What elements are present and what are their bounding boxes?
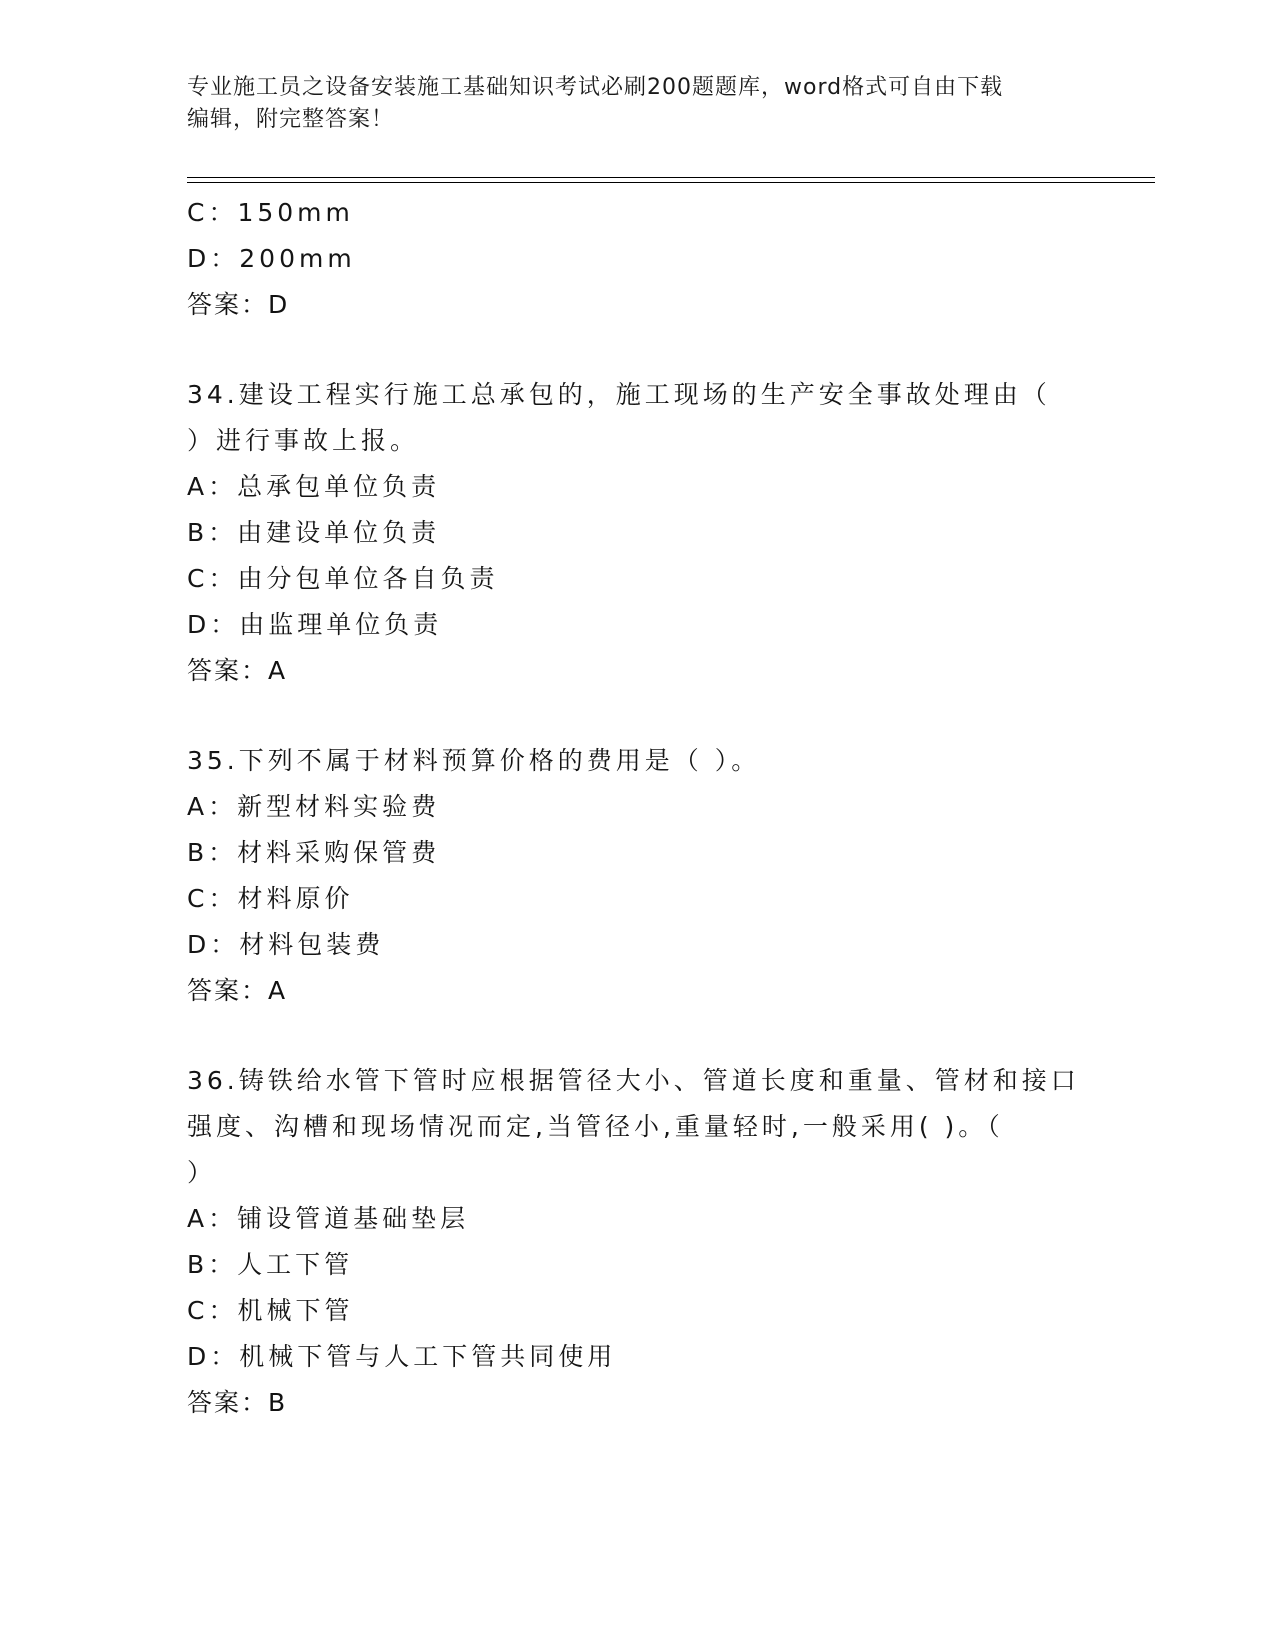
option-c [187,876,1147,922]
option-label: C： [187,198,238,227]
option-label: A： [187,1204,238,1233]
question-text-line: ）进行事故上报。 [187,426,420,455]
option-a [187,1196,1147,1242]
option-a [187,784,1147,830]
answer-line: 答案：B [187,1388,288,1417]
option-text: 150mm [237,198,354,227]
option-text: 人工下管 [237,1250,354,1279]
option-text: 机械下管 [237,1296,354,1325]
option-text: 材料采购保管费 [237,838,441,867]
question-33-continued [187,190,1147,328]
question-text-line: 强度、沟槽和现场情况而定,当管径小,重量轻时,一般采用( )。（ [187,1112,1004,1141]
option-b [187,510,1147,556]
answer-line: 答案：D [187,290,290,319]
option-b [187,1242,1147,1288]
answer-line: 答案：A [187,656,288,685]
option-label: A： [187,792,238,821]
option-d [187,236,1147,282]
option-d [187,922,1147,968]
option-label: C： [187,1296,238,1325]
document-header [187,72,1087,136]
option-label: D： [187,1342,240,1371]
option-label: D： [187,930,240,959]
option-text: 由建设单位负责 [237,518,441,547]
question-list [187,190,1147,1426]
option-text: 铺设管道基础垫层 [237,1204,470,1233]
option-label: B： [187,1250,238,1279]
option-label: D： [187,610,240,639]
question-34 [187,372,1147,694]
header-divider-bottom [187,182,1155,183]
header-line-2: 编辑，附完整答案！ [187,107,395,132]
option-text: 机械下管与人工下管共同使用 [239,1342,617,1371]
option-text: 材料包装费 [239,930,385,959]
question-text-line: 34.建设工程实行施工总承包的，施工现场的生产安全事故处理由（ [187,380,1051,409]
option-label: B： [187,518,238,547]
question-text-line: ） [187,1158,217,1187]
option-label: B： [187,838,238,867]
option-label: C： [187,564,238,593]
option-b [187,830,1147,876]
option-text: 由分包单位各自负责 [237,564,499,593]
question-36 [187,1058,1147,1426]
option-d [187,602,1147,648]
header-line-1: 专业施工员之设备安装施工基础知识考试必刷200题题库，word格式可自由下载 [187,75,1004,100]
question-text-line: 36.铸铁给水管下管时应根据管径大小、管道长度和重量、管材和接口 [187,1066,1080,1095]
option-text: 200mm [239,244,356,273]
spacer [187,1014,1147,1058]
option-a [187,464,1147,510]
option-c [187,190,1147,236]
option-text: 新型材料实验费 [237,792,441,821]
header-divider-top [187,177,1155,178]
option-label: A： [187,472,238,501]
option-text: 材料原价 [237,884,354,913]
answer-line: 答案：A [187,976,288,1005]
option-text: 由监理单位负责 [239,610,443,639]
spacer [187,328,1147,372]
question-text-line: 35.下列不属于材料预算价格的费用是（ ）。 [187,746,761,775]
question-35 [187,738,1147,1014]
option-c [187,556,1147,602]
option-label: C： [187,884,238,913]
option-d [187,1334,1147,1380]
spacer [187,694,1147,738]
option-c [187,1288,1147,1334]
option-text: 总承包单位负责 [237,472,441,501]
option-label: D： [187,244,240,273]
